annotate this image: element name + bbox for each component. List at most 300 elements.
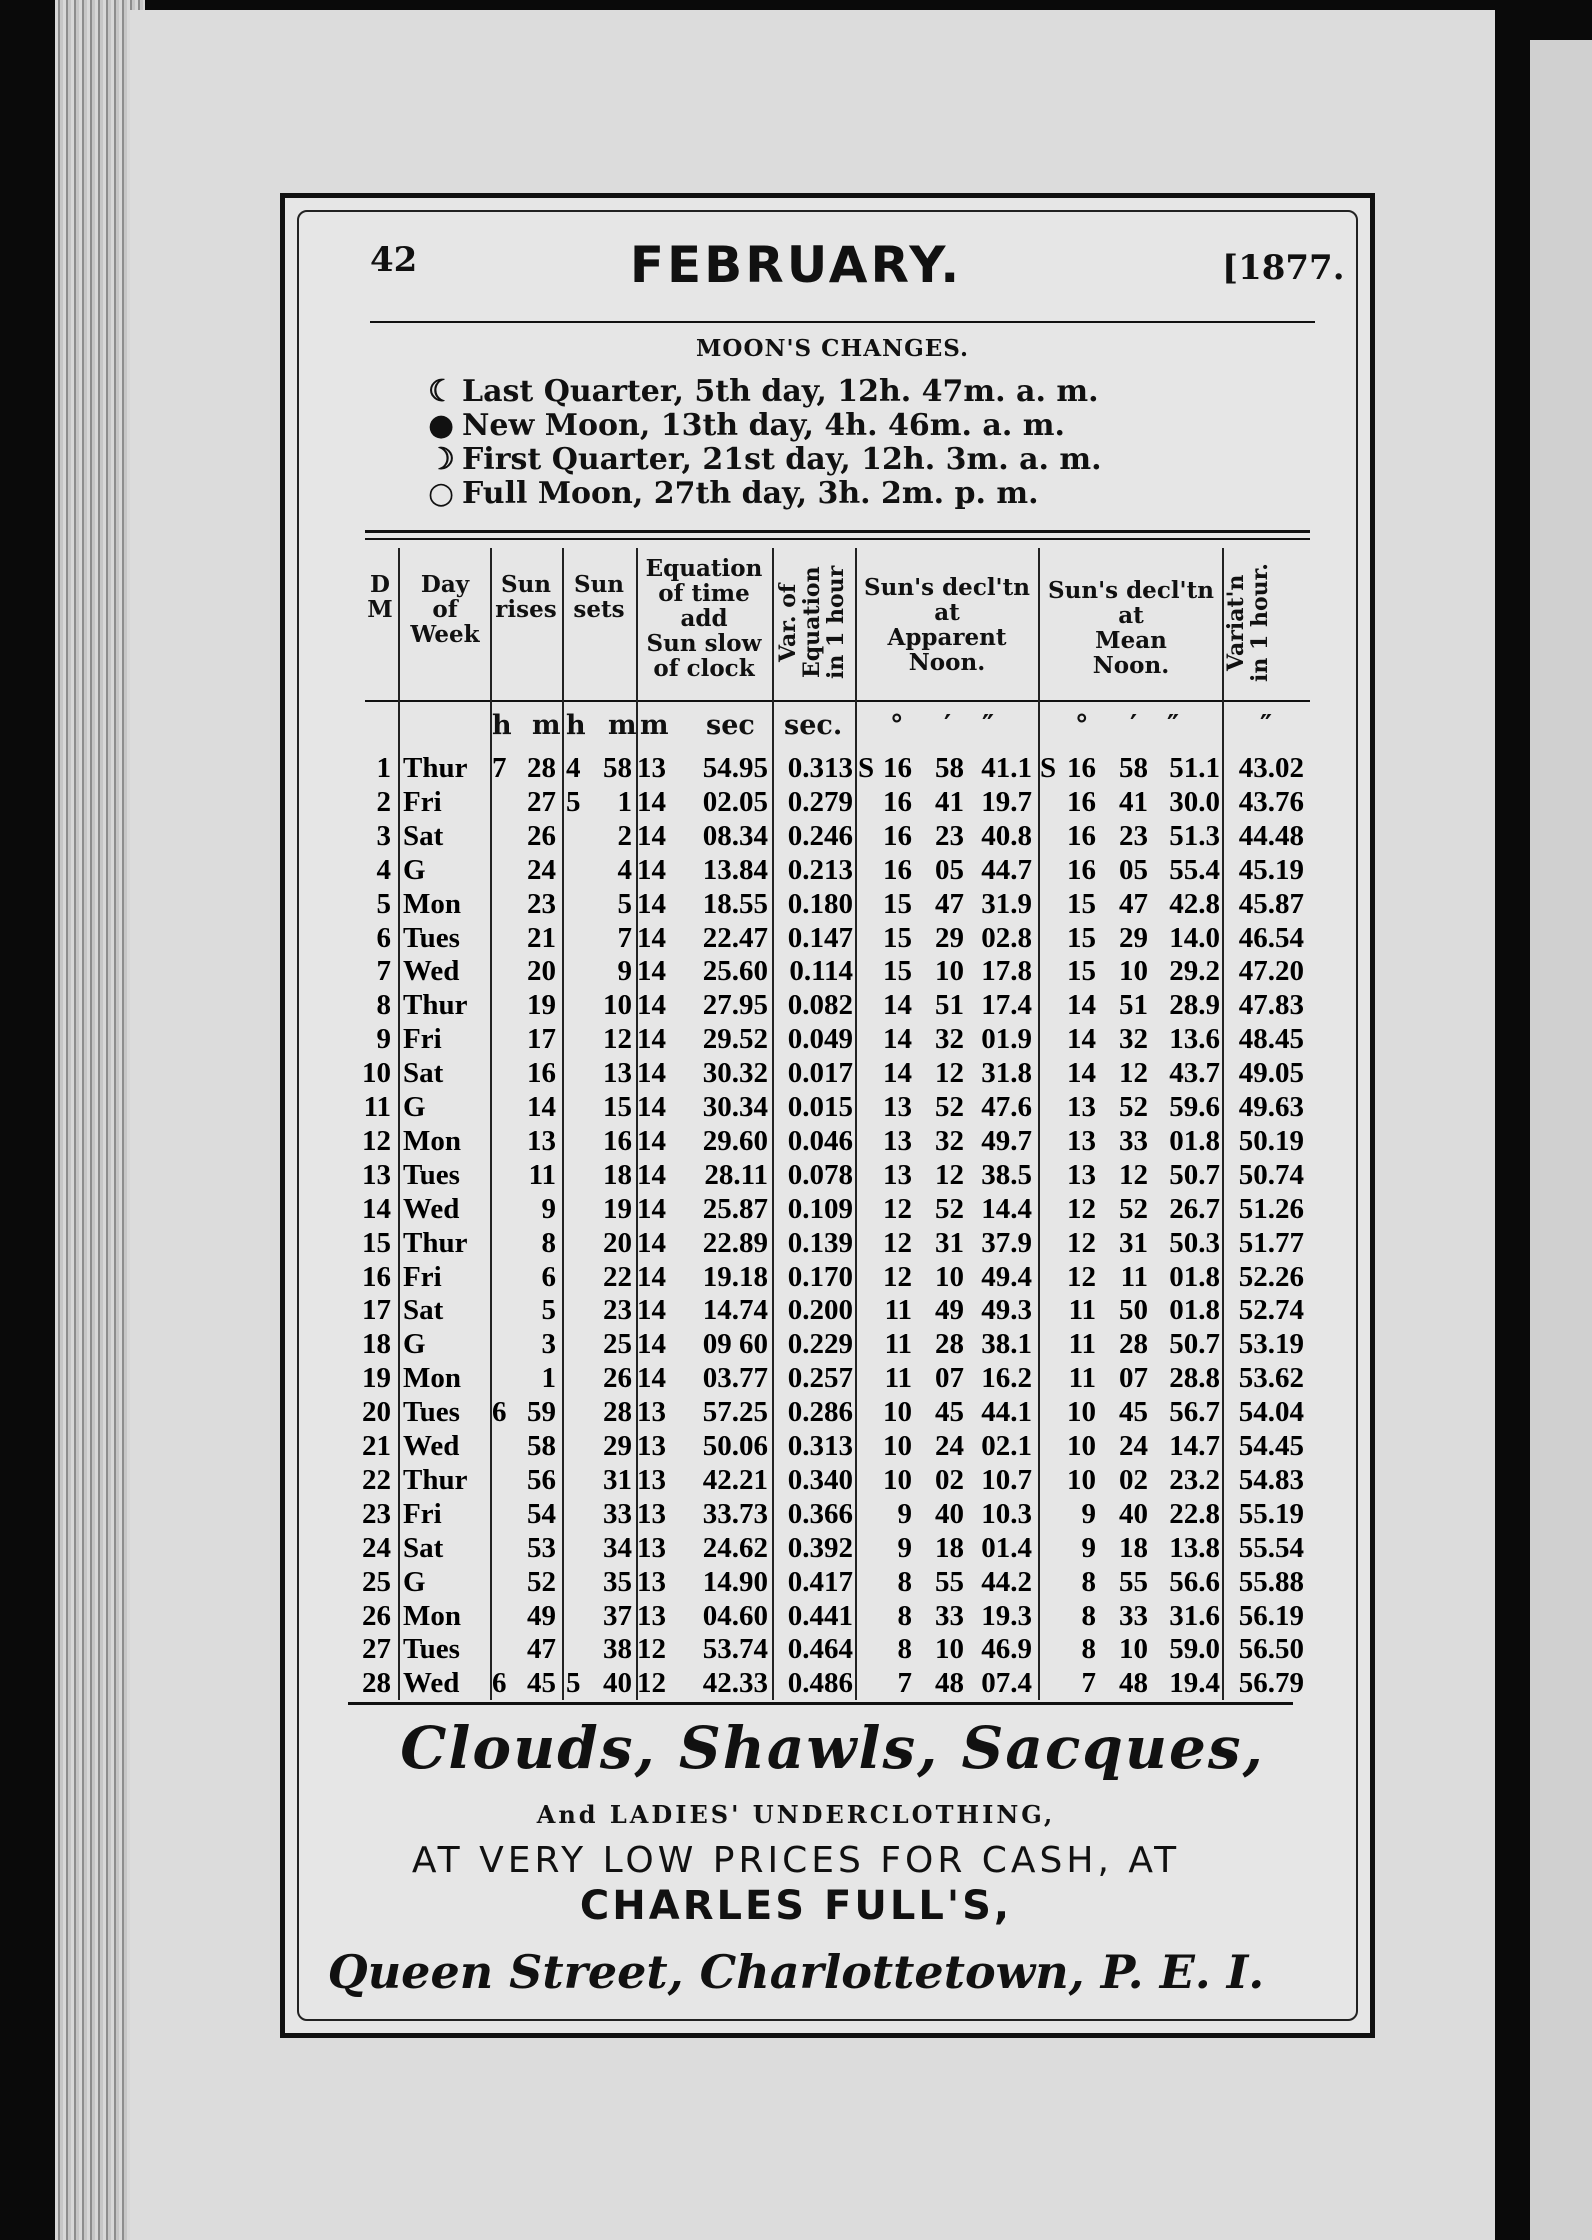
sunrise-hour: 6 <box>492 1667 507 1700</box>
header-dm: D M <box>367 571 393 623</box>
equation-seconds: 30.34 <box>702 1091 768 1123</box>
equation-minute: 14 <box>637 1023 666 1056</box>
table-row <box>0 1396 1592 1430</box>
day-of-month: 20 <box>362 1396 391 1429</box>
mean-minutes: 05 <box>1119 853 1148 886</box>
sunset-minute: 28 <box>603 1396 632 1429</box>
apparent-degrees: 16 <box>883 785 912 818</box>
day-of-week: Tues <box>403 1158 460 1191</box>
mean-degrees: 8 <box>1081 1599 1096 1632</box>
sunset-minute: 33 <box>603 1497 632 1530</box>
apparent-seconds: 17.8 <box>981 955 1032 988</box>
sunset-minute: 4 <box>617 853 632 886</box>
table-row <box>0 1261 1592 1295</box>
mean-degrees: 13 <box>1067 1158 1096 1191</box>
mean-minutes: 45 <box>1119 1396 1148 1429</box>
mean-minutes: 51 <box>1119 989 1148 1022</box>
mean-seconds: 19.4 <box>1169 1667 1220 1700</box>
hourly-variation: 50.74 <box>1238 1158 1304 1191</box>
equation-minute: 13 <box>637 1396 666 1429</box>
day-of-week: G <box>403 1565 426 1598</box>
moon-change-item <box>428 408 1065 443</box>
sunset-minute: 26 <box>603 1362 632 1395</box>
equation-variation: 0.049 <box>787 1023 853 1056</box>
apparent-degrees: 15 <box>883 921 912 954</box>
sunset-minute: 15 <box>603 1091 632 1123</box>
mean-minutes: 23 <box>1119 819 1148 852</box>
unit-mean-sec: ″ <box>1167 710 1180 741</box>
mean-seconds: 28.9 <box>1169 989 1220 1022</box>
apparent-minutes: 28 <box>935 1328 964 1361</box>
apparent-seconds: 01.9 <box>981 1023 1032 1056</box>
sunrise-minute: 13 <box>527 1124 556 1157</box>
equation-minute: 14 <box>637 1260 666 1293</box>
ad-merchant-name: CHARLES FULL'S, <box>579 1883 1013 1929</box>
sunset-minute: 19 <box>603 1192 632 1225</box>
apparent-seconds: 46.9 <box>981 1633 1032 1666</box>
apparent-seconds: 17.4 <box>981 989 1032 1022</box>
header-sun-sets: Sun sets <box>573 571 625 623</box>
hourly-variation: 56.19 <box>1238 1599 1304 1632</box>
apparent-seconds: 44.1 <box>981 1396 1032 1429</box>
header-day-of-week: Day of Week <box>410 571 480 648</box>
apparent-seconds: 49.3 <box>981 1294 1032 1327</box>
day-of-month: 8 <box>376 989 391 1022</box>
sunset-minute: 22 <box>603 1260 632 1293</box>
sunrise-minute: 27 <box>527 785 556 818</box>
day-of-month: 27 <box>362 1633 391 1666</box>
day-of-week: Fri <box>403 1497 442 1530</box>
apparent-degrees: 12 <box>883 1192 912 1225</box>
apparent-minutes: 41 <box>935 785 964 818</box>
apparent-minutes: 58 <box>935 752 964 784</box>
apparent-degrees: 8 <box>897 1565 912 1598</box>
apparent-minutes: 12 <box>935 1158 964 1191</box>
mean-degrees: 16 <box>1067 819 1096 852</box>
table-row <box>0 820 1592 854</box>
hourly-variation: 54.45 <box>1238 1430 1304 1462</box>
equation-seconds: 14.74 <box>702 1294 768 1327</box>
unit-eqt-sec: sec <box>706 710 755 741</box>
day-of-week: Thur <box>403 752 468 784</box>
sunrise-hour: 6 <box>492 1396 507 1429</box>
apparent-degrees: 10 <box>883 1396 912 1429</box>
apparent-minutes: 10 <box>935 955 964 988</box>
mean-seconds: 59.0 <box>1169 1633 1220 1666</box>
mean-seconds: 14.0 <box>1169 921 1220 954</box>
apparent-degrees: 11 <box>884 1362 912 1395</box>
sunset-minute: 13 <box>603 1057 632 1090</box>
table-row <box>0 922 1592 956</box>
sunset-minute: 1 <box>617 785 632 818</box>
unit-app-sec: ″ <box>982 710 995 741</box>
equation-variation: 0.392 <box>787 1531 853 1564</box>
equation-variation: 0.464 <box>787 1633 853 1666</box>
header-decl-mean: Sun's decl'tn at Mean Noon. <box>1048 577 1214 679</box>
table-row <box>0 1464 1592 1498</box>
day-of-week: G <box>403 1091 426 1123</box>
day-of-month: 1 <box>376 752 391 784</box>
equation-minute: 14 <box>637 1091 666 1123</box>
moon-change-text: Last Quarter, 5th day, 12h. 47m. a. m. <box>462 374 1099 409</box>
apparent-degrees: 14 <box>883 1057 912 1090</box>
mean-degrees: 12 <box>1067 1192 1096 1225</box>
unit-app-min: ′ <box>944 710 952 741</box>
hourly-variation: 51.26 <box>1238 1192 1304 1225</box>
day-of-month: 19 <box>362 1362 391 1395</box>
table-row <box>0 1328 1592 1362</box>
day-of-month: 11 <box>363 1091 391 1123</box>
apparent-minutes: 51 <box>935 989 964 1022</box>
apparent-degrees: 16 <box>883 819 912 852</box>
equation-variation: 0.046 <box>787 1124 853 1157</box>
apparent-minutes: 40 <box>935 1497 964 1530</box>
sunrise-minute: 59 <box>527 1396 556 1429</box>
mean-minutes: 28 <box>1119 1328 1148 1361</box>
mean-degrees: 10 <box>1067 1463 1096 1496</box>
apparent-seconds: 19.7 <box>981 785 1032 818</box>
mean-degrees: 13 <box>1067 1091 1096 1123</box>
apparent-seconds: 38.5 <box>981 1158 1032 1191</box>
day-of-month: 7 <box>376 955 391 988</box>
apparent-minutes: 55 <box>935 1565 964 1598</box>
mean-minutes: 02 <box>1119 1463 1148 1496</box>
sunrise-minute: 53 <box>527 1531 556 1564</box>
hourly-variation: 49.63 <box>1238 1091 1304 1123</box>
equation-minute: 13 <box>637 1430 666 1462</box>
hourly-variation: 45.87 <box>1238 887 1304 920</box>
equation-variation: 0.082 <box>787 989 853 1022</box>
day-of-week: Tues <box>403 1633 460 1666</box>
equation-seconds: 24.62 <box>702 1531 768 1564</box>
table-row <box>0 1091 1592 1125</box>
month-title: FEBRUARY. <box>629 236 963 294</box>
apparent-seconds: 16.2 <box>981 1362 1032 1395</box>
mean-minutes: 24 <box>1119 1430 1148 1462</box>
sunset-minute: 23 <box>603 1294 632 1327</box>
day-of-month: 13 <box>362 1158 391 1191</box>
day-of-month: 26 <box>362 1599 391 1632</box>
day-of-week: Wed <box>403 955 460 988</box>
sunrise-minute: 1 <box>541 1362 556 1395</box>
last-quarter-icon: ☾ <box>428 374 455 409</box>
sunrise-minute: 54 <box>527 1497 556 1530</box>
unit-rises-m: m <box>532 710 561 741</box>
sunrise-minute: 56 <box>527 1463 556 1496</box>
day-of-week: Wed <box>403 1192 460 1225</box>
sunrise-minute: 5 <box>541 1294 556 1327</box>
mean-seconds: 50.7 <box>1169 1158 1220 1191</box>
equation-seconds: 29.60 <box>702 1124 768 1157</box>
mean-minutes: 18 <box>1119 1531 1148 1564</box>
header-equation-of-time: Equation of time add Sun slow of clock <box>645 555 763 682</box>
sunset-minute: 38 <box>603 1633 632 1666</box>
hourly-variation: 52.74 <box>1238 1294 1304 1327</box>
moon-change-text: New Moon, 13th day, 4h. 46m. a. m. <box>462 408 1065 443</box>
hourly-variation: 50.19 <box>1238 1124 1304 1157</box>
day-of-month: 4 <box>376 853 391 886</box>
header-var-equation: Var. of Equation in 1 hour <box>775 565 849 680</box>
mean-degrees: 15 <box>1067 955 1096 988</box>
mean-minutes: 47 <box>1119 887 1148 920</box>
mean-degrees: 8 <box>1081 1633 1096 1666</box>
day-of-month: 15 <box>362 1226 391 1259</box>
mean-degrees: 8 <box>1081 1565 1096 1598</box>
equation-seconds: 04.60 <box>702 1599 768 1632</box>
apparent-seconds: 02.1 <box>981 1430 1032 1462</box>
equation-seconds: 25.87 <box>702 1192 768 1225</box>
year-label: [1877. <box>1222 248 1345 288</box>
apparent-minutes: 07 <box>935 1362 964 1395</box>
equation-minute: 14 <box>637 785 666 818</box>
sunset-minute: 5 <box>617 887 632 920</box>
moon-change-item <box>428 476 1039 511</box>
equation-minute: 13 <box>637 752 666 784</box>
sunrise-minute: 45 <box>527 1667 556 1700</box>
hourly-variation: 48.45 <box>1238 1023 1304 1056</box>
new-moon-icon: ● <box>428 408 455 443</box>
equation-minute: 14 <box>637 1294 666 1327</box>
sunset-minute: 25 <box>603 1328 632 1361</box>
equation-variation: 0.366 <box>787 1497 853 1530</box>
apparent-degrees: 11 <box>884 1328 912 1361</box>
hourly-variation: 47.83 <box>1238 989 1304 1022</box>
sunset-minute: 16 <box>603 1124 632 1157</box>
equation-seconds: 42.21 <box>702 1463 768 1496</box>
table-row <box>0 955 1592 989</box>
apparent-seconds: 10.3 <box>981 1497 1032 1530</box>
apparent-degrees: 13 <box>883 1158 912 1191</box>
apparent-degrees: 7 <box>897 1667 912 1700</box>
table-row <box>0 1227 1592 1261</box>
header-variation: Variat'n in 1 hour. <box>1223 563 1273 682</box>
equation-minute: 13 <box>637 1565 666 1598</box>
mean-minutes: 12 <box>1119 1158 1148 1191</box>
mean-seconds: 56.7 <box>1169 1396 1220 1429</box>
mean-degrees: 16 <box>1067 853 1096 886</box>
mean-degrees: 10 <box>1067 1396 1096 1429</box>
equation-seconds: 53.74 <box>702 1633 768 1666</box>
apparent-degrees: 9 <box>897 1497 912 1530</box>
sunrise-hour: 7 <box>492 752 507 784</box>
day-of-week: Tues <box>403 921 460 954</box>
table-top-rule <box>365 530 1310 533</box>
equation-variation: 0.441 <box>787 1599 853 1632</box>
hourly-variation: 49.05 <box>1238 1057 1304 1090</box>
unit-app-deg: ° <box>890 710 904 741</box>
day-of-week: Fri <box>403 1260 442 1293</box>
equation-variation: 0.286 <box>787 1396 853 1429</box>
equation-seconds: 33.73 <box>702 1497 768 1530</box>
unit-eqt-m: m <box>640 710 669 741</box>
mean-degrees: 14 <box>1067 1023 1096 1056</box>
apparent-degrees: 8 <box>897 1633 912 1666</box>
table-row <box>0 854 1592 888</box>
apparent-degrees: 12 <box>883 1226 912 1259</box>
apparent-degrees: 11 <box>884 1294 912 1327</box>
full-moon-icon: ○ <box>428 476 455 511</box>
mean-degrees: 11 <box>1068 1328 1096 1361</box>
sunrise-minute: 6 <box>541 1260 556 1293</box>
apparent-seconds: 19.3 <box>981 1599 1032 1632</box>
equation-seconds: 19.18 <box>702 1260 768 1293</box>
mean-degrees: 11 <box>1068 1362 1096 1395</box>
sunset-hour: 4 <box>566 752 581 784</box>
mean-seconds: 01.8 <box>1169 1260 1220 1293</box>
apparent-minutes: 52 <box>935 1091 964 1123</box>
apparent-seconds: 31.9 <box>981 887 1032 920</box>
equation-minute: 12 <box>637 1633 666 1666</box>
table-row <box>0 989 1592 1023</box>
mean-seconds: 01.8 <box>1169 1294 1220 1327</box>
apparent-minutes: 32 <box>935 1023 964 1056</box>
hourly-variation: 53.62 <box>1238 1362 1304 1395</box>
equation-seconds: 50.06 <box>702 1430 768 1462</box>
day-of-week: Sat <box>403 1531 444 1564</box>
unit-var-sec: sec. <box>784 710 843 741</box>
table-row <box>0 1633 1592 1667</box>
table-top-rule-2 <box>365 538 1310 540</box>
mean-minutes: 55 <box>1119 1565 1148 1598</box>
equation-seconds: 14.90 <box>702 1565 768 1598</box>
mean-seconds: 59.6 <box>1169 1091 1220 1123</box>
mean-degrees: 7 <box>1081 1667 1096 1700</box>
day-of-week: Wed <box>403 1667 460 1700</box>
hourly-variation: 44.48 <box>1238 819 1304 852</box>
apparent-minutes: 31 <box>935 1226 964 1259</box>
mean-seconds: 50.7 <box>1169 1328 1220 1361</box>
equation-minute: 14 <box>637 989 666 1022</box>
equation-variation: 0.417 <box>787 1565 853 1598</box>
equation-minute: 14 <box>637 955 666 988</box>
mean-minutes: 50 <box>1119 1294 1148 1327</box>
page-number: 42 <box>370 240 418 280</box>
equation-seconds: 42.33 <box>702 1667 768 1700</box>
mean-seconds: 56.6 <box>1169 1565 1220 1598</box>
unit-variation: ″ <box>1260 710 1273 741</box>
mean-seconds: 42.8 <box>1169 887 1220 920</box>
hourly-variation: 43.76 <box>1238 785 1304 818</box>
ad-prices-line: AT VERY LOW PRICES FOR CASH, AT <box>411 1840 1181 1881</box>
equation-seconds: 02.05 <box>702 785 768 818</box>
mean-minutes: 29 <box>1119 921 1148 954</box>
mean-degrees: 16 <box>1067 785 1096 818</box>
hourly-variation: 55.54 <box>1238 1531 1304 1564</box>
apparent-seconds: 38.1 <box>981 1328 1032 1361</box>
apparent-degrees: 16 <box>883 853 912 886</box>
mean-degrees: 15 <box>1067 887 1096 920</box>
equation-minute: 13 <box>637 1497 666 1530</box>
ad-headline: Clouds, Shawls, Sacques, <box>400 1714 1265 1782</box>
sunrise-minute: 9 <box>541 1192 556 1225</box>
header-bottom-rule <box>365 700 1310 702</box>
equation-variation: 0.313 <box>787 752 853 784</box>
day-of-week: G <box>403 853 426 886</box>
mean-degrees: 16 <box>1067 752 1096 784</box>
table-row <box>0 1294 1592 1328</box>
day-of-month: 23 <box>362 1497 391 1530</box>
mean-degrees: 10 <box>1067 1430 1096 1462</box>
sunset-minute: 20 <box>603 1226 632 1259</box>
moon-change-item <box>428 442 1102 477</box>
sunrise-minute: 47 <box>527 1633 556 1666</box>
table-bottom-rule <box>348 1702 1293 1705</box>
moon-change-text: Full Moon, 27th day, 3h. 2m. p. m. <box>462 476 1039 511</box>
sunset-minute: 58 <box>603 752 632 784</box>
ad-subline: And LADIES' UNDERCLOTHING, <box>536 1800 1056 1829</box>
mean-minutes: 11 <box>1120 1260 1148 1293</box>
hourly-variation: 55.88 <box>1238 1565 1304 1598</box>
mean-seconds: 22.8 <box>1169 1497 1220 1530</box>
unit-mean-min: ′ <box>1130 710 1138 741</box>
day-of-week: Mon <box>403 1599 461 1632</box>
mean-minutes: 52 <box>1119 1091 1148 1123</box>
sunrise-minute: 8 <box>541 1226 556 1259</box>
apparent-hemisphere: S <box>858 752 875 784</box>
unit-rises-h: h <box>492 710 512 741</box>
mean-seconds: 29.2 <box>1169 955 1220 988</box>
sunrise-minute: 52 <box>527 1565 556 1598</box>
sunrise-minute: 28 <box>527 752 556 784</box>
apparent-minutes: 32 <box>935 1124 964 1157</box>
sunset-minute: 34 <box>603 1531 632 1564</box>
sunrise-minute: 23 <box>527 887 556 920</box>
sunset-minute: 29 <box>603 1430 632 1462</box>
mean-seconds: 26.7 <box>1169 1192 1220 1225</box>
hourly-variation: 55.19 <box>1238 1497 1304 1530</box>
mean-seconds: 55.4 <box>1169 853 1220 886</box>
equation-seconds: 22.89 <box>702 1226 768 1259</box>
equation-minute: 14 <box>637 921 666 954</box>
day-of-week: G <box>403 1328 426 1361</box>
day-of-week: Sat <box>403 1294 444 1327</box>
mean-minutes: 40 <box>1119 1497 1148 1530</box>
table-row <box>0 1667 1592 1701</box>
table-row <box>0 1566 1592 1600</box>
equation-variation: 0.015 <box>787 1091 853 1123</box>
apparent-degrees: 14 <box>883 989 912 1022</box>
equation-seconds: 29.52 <box>702 1023 768 1056</box>
sunset-minute: 10 <box>603 989 632 1022</box>
table-row <box>0 1125 1592 1159</box>
mean-minutes: 41 <box>1119 785 1148 818</box>
ad-address: Queen Street, Charlottetown, P. E. I. <box>327 1945 1265 1999</box>
sunset-minute: 37 <box>603 1599 632 1632</box>
apparent-minutes: 52 <box>935 1192 964 1225</box>
apparent-seconds: 44.2 <box>981 1565 1032 1598</box>
equation-minute: 14 <box>637 1328 666 1361</box>
first-quarter-icon: ☽ <box>428 442 455 477</box>
apparent-minutes: 05 <box>935 853 964 886</box>
mean-seconds: 50.3 <box>1169 1226 1220 1259</box>
sunrise-minute: 16 <box>527 1057 556 1090</box>
day-of-month: 5 <box>376 887 391 920</box>
day-of-month: 22 <box>362 1463 391 1496</box>
day-of-week: Mon <box>403 1362 461 1395</box>
day-of-month: 16 <box>362 1260 391 1293</box>
sunrise-minute: 21 <box>527 921 556 954</box>
mean-minutes: 58 <box>1119 752 1148 784</box>
table-row <box>0 1498 1592 1532</box>
table-row <box>0 1430 1592 1464</box>
sunset-hour: 5 <box>566 1667 581 1700</box>
mean-seconds: 43.7 <box>1169 1057 1220 1090</box>
mean-seconds: 23.2 <box>1169 1463 1220 1496</box>
mean-degrees: 14 <box>1067 989 1096 1022</box>
day-of-month: 6 <box>376 921 391 954</box>
hourly-variation: 51.77 <box>1238 1226 1304 1259</box>
mean-minutes: 48 <box>1119 1667 1148 1700</box>
